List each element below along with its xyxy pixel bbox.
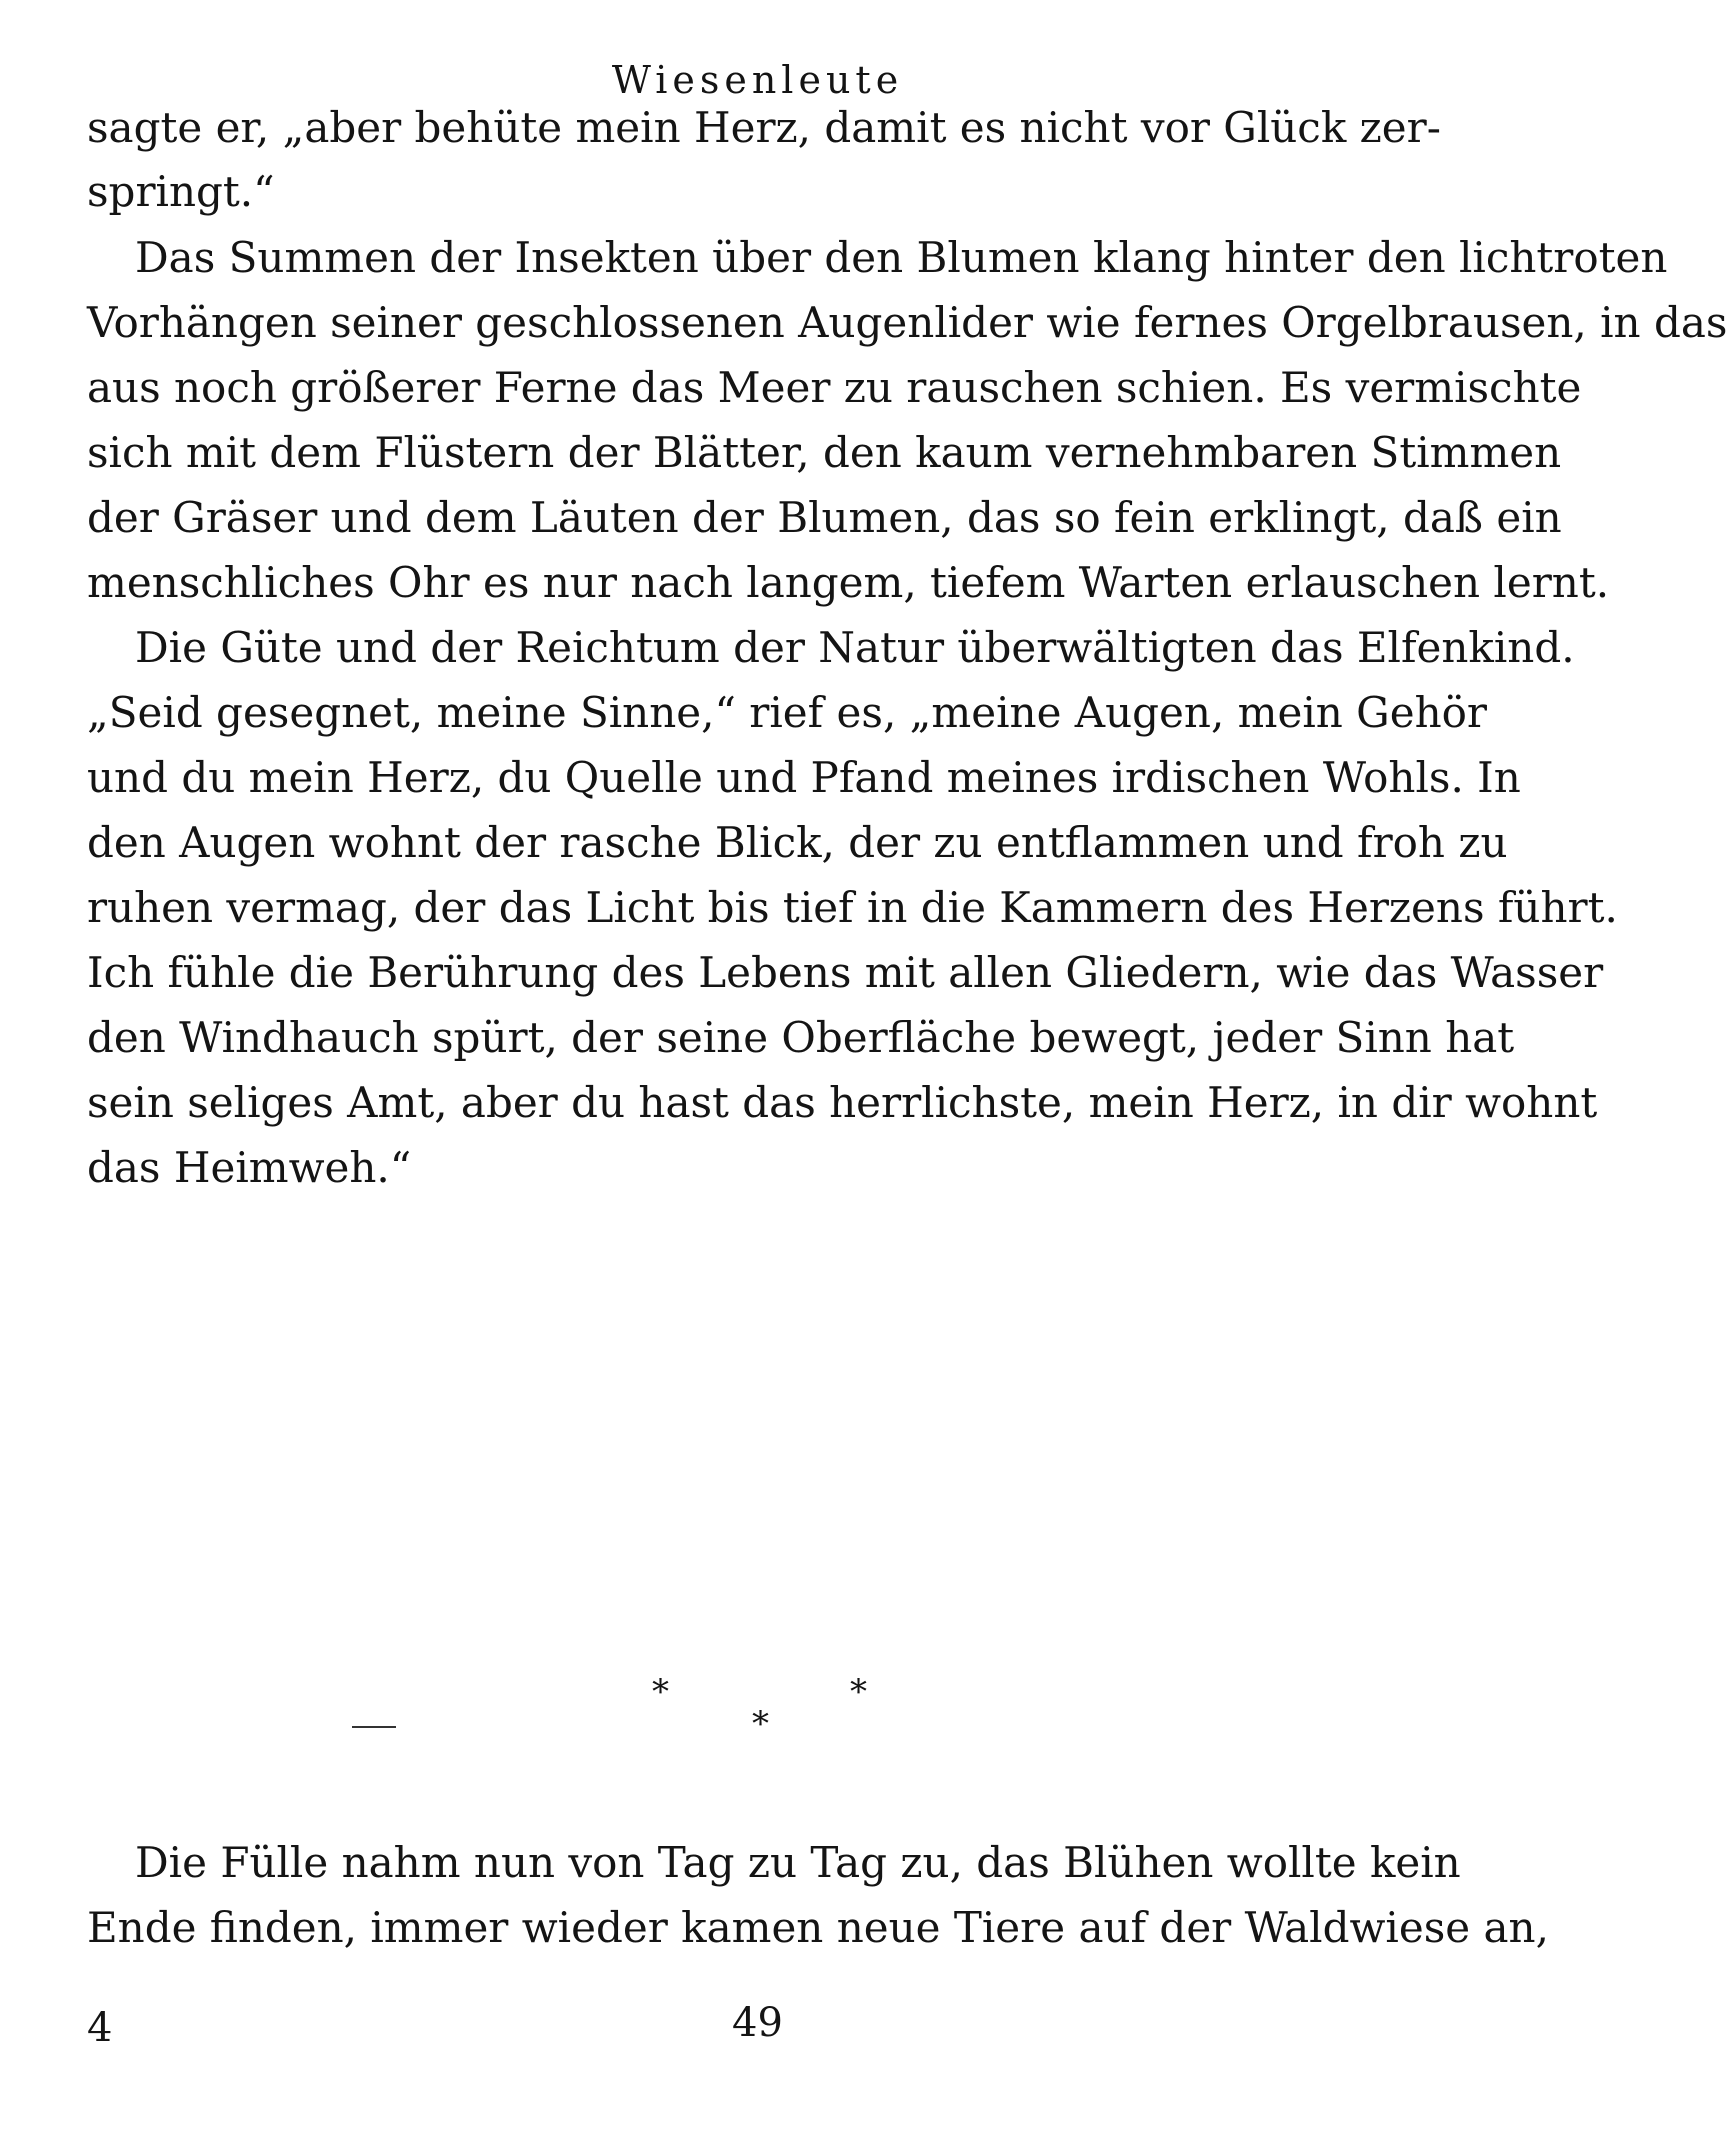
text-line: Ich fühle die Berührung des Lebens mit allen Gliedern, wie das Wasser (87, 948, 1604, 997)
text-line: den Augen wohnt der rasche Blick, der zu entflammen und froh zu (87, 818, 1508, 867)
signature-mark: 4 (87, 2005, 113, 2051)
text-line: menschliches Ohr es nur nach langem, tiefem Warten erlauschen lernt. (87, 558, 1610, 607)
text-line: „Seid gesegnet, meine Sinne,“ rief es, „meine Augen, mein Gehör (87, 688, 1487, 737)
text-line: sich mit dem Flüstern der Blätter, den kaum vernehmbaren Stimmen (87, 428, 1562, 477)
text-line: und du mein Herz, du Quelle und Pfand meines irdischen Wohls. In (87, 753, 1521, 802)
text-line: der Gräser und dem Läuten der Blumen, das so fein erklingt, daß ein (87, 493, 1562, 542)
page-number: 49 (732, 2000, 783, 2046)
text-line: Vorhängen seiner geschlossenen Augenlider wie fernes Orgelbrausen, in das (87, 298, 1727, 347)
asterisk: * (850, 1672, 867, 1712)
running-head: Wiesenleute (611, 58, 904, 102)
text-line: sagte er, „aber behüte mein Herz, damit es nicht vor Glück zer- (87, 103, 1441, 152)
text-line: aus noch größerer Ferne das Meer zu rauschen schien. Es vermischte (87, 363, 1582, 412)
text-line: Ende finden, immer wieder kamen neue Tiere auf der Waldwiese an, (87, 1903, 1549, 1952)
text-line: Die Fülle nahm nun von Tag zu Tag zu, das Blühen wollte kein (135, 1838, 1461, 1887)
text-line: springt.“ (87, 167, 275, 216)
text-line: sein seliges Amt, aber du hast das herrlichste, mein Herz, in dir wohnt (87, 1078, 1598, 1127)
text-line: ruhen vermag, der das Licht bis tief in die Kammern des Herzens führt. (87, 883, 1618, 932)
text-line: den Windhauch spürt, der seine Oberfläche bewegt, jeder Sinn hat (87, 1013, 1515, 1062)
section-break-asterism (0, 1672, 1515, 1752)
asterisk: * (652, 1672, 669, 1712)
asterisk: * (752, 1704, 769, 1744)
text-line: Die Güte und der Reichtum der Natur überwältigten das Elfenkind. (135, 623, 1575, 672)
stray-mark (352, 1726, 396, 1728)
text-line: Das Summen der Insekten über den Blumen klang hinter den lichtroten (135, 233, 1668, 282)
text-line: das Heimweh.“ (87, 1143, 412, 1192)
